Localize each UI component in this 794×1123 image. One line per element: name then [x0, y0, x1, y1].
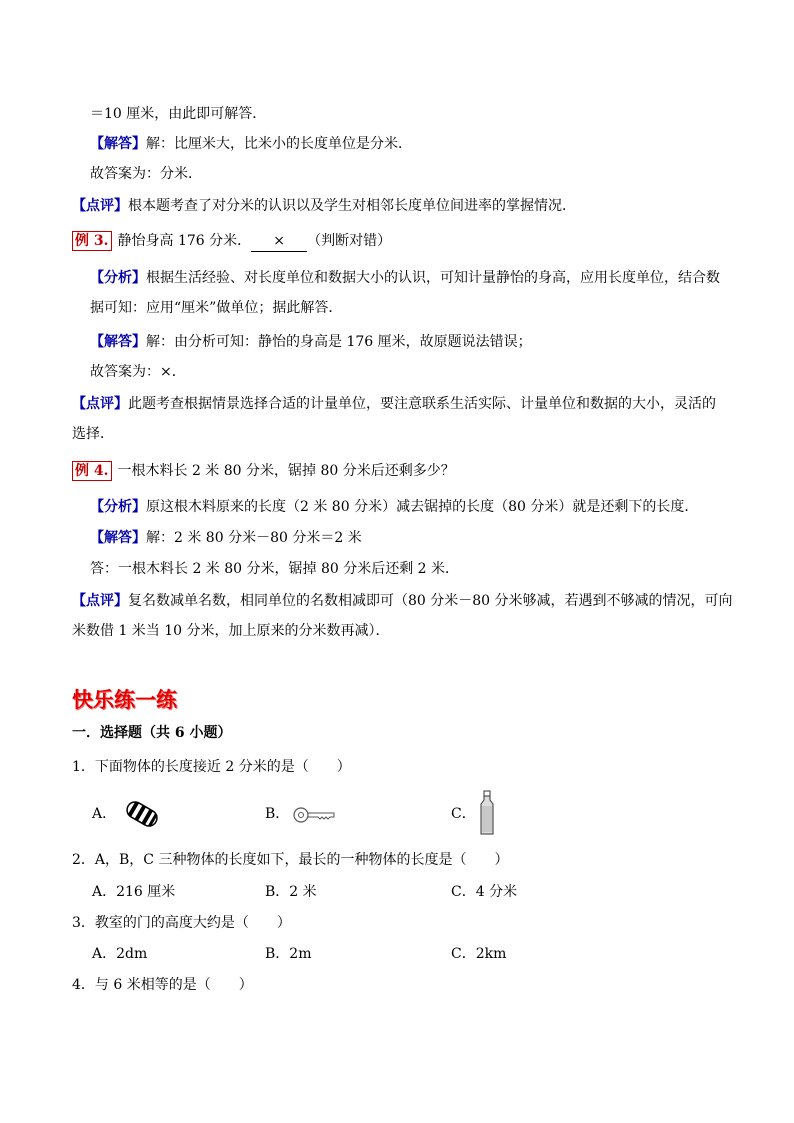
example-4-question	[72, 461, 455, 481]
comment-text: 根本题考查了对分米的认识以及学生对相邻长度单位间进率的掌握情况．	[128, 198, 576, 214]
reply-line: 答：一根木料长 2 米 80 分米，锯掉 80 分米后还剩 2 米．	[90, 561, 460, 577]
option-b[interactable]: B．2m	[265, 946, 312, 962]
analysis-line	[90, 268, 720, 288]
analysis-tag: 【分析】	[90, 499, 146, 515]
comment-line	[72, 591, 733, 611]
option-b[interactable]: B．	[265, 806, 290, 822]
solution-tag: 【解答】	[90, 334, 146, 350]
example-3-text: 静怡身高 176 分米．	[117, 233, 252, 249]
comment-tag: 【点评】	[72, 593, 128, 609]
comment-line-2: 选择．	[72, 426, 114, 442]
solution-line	[90, 134, 412, 154]
bottle-icon	[478, 790, 496, 836]
question-1-stem: 1．下面物体的长度接近 2 分米的是（ ）	[72, 759, 351, 775]
section-title: 快乐练一练	[72, 687, 177, 712]
candy-icon	[120, 794, 164, 834]
example-4-text: 一根木料长 2 米 80 分米，锯掉 80 分米后还剩多少？	[117, 463, 455, 479]
solution-tag: 【解答】	[90, 136, 146, 152]
option-a[interactable]: A．2dm	[92, 946, 148, 962]
analysis-line	[90, 497, 698, 517]
solution-line	[90, 528, 362, 548]
option-c[interactable]: C．2km	[451, 946, 507, 962]
question-4-stem: 4．与 6 米相等的是（ ）	[72, 977, 253, 993]
solution-line	[90, 332, 532, 352]
option-c[interactable]: C．	[451, 806, 476, 822]
example-3-label: 例 3.	[72, 231, 112, 251]
comment-line	[72, 394, 716, 414]
answer-line: 故答案为：×．	[90, 364, 186, 380]
solution-text: 解：由分析可知：静怡的身高是 176 厘米，故原题说法错误；	[146, 334, 532, 350]
solution-tag: 【解答】	[90, 530, 146, 546]
question-3-stem: 3．教室的门的高度大约是（ ）	[72, 915, 291, 931]
solution-text: 解：2 米 80 分米－80 分米＝2 米	[146, 530, 362, 546]
comment-line	[72, 196, 576, 216]
comment-text: 复名数减单名数，相同单位的名数相减即可（80 分米－80 分米够减，若遇到不够减的情况，可向	[128, 593, 733, 609]
comment-line-2: 米数借 1 米当 10 分米，加上原来的分米数再减）．	[72, 623, 390, 639]
comment-tag: 【点评】	[72, 396, 128, 412]
answer-blank: ×	[251, 231, 307, 252]
option-a[interactable]: A．216 厘米	[92, 884, 176, 900]
option-c[interactable]: C．4 分米	[451, 884, 518, 900]
section-heading: 一．选择题（共 6 小题）	[72, 725, 232, 741]
text-line: ＝10 厘米，由此即可解答．	[90, 106, 267, 122]
option-a[interactable]: A．	[92, 806, 117, 822]
solution-text: 解：比厘米大，比米小的长度单位是分米．	[146, 136, 412, 152]
comment-text: 此题考查根据情景选择合适的计量单位，要注意联系生活实际、计量单位和数据的大小，灵活的	[128, 396, 716, 412]
question-2-stem: 2．A，B，C 三种物体的长度如下，最长的一种物体的长度是（ ）	[72, 852, 509, 868]
comment-tag: 【点评】	[72, 198, 128, 214]
analysis-text: 原这根木料原来的长度（2 米 80 分米）减去锯掉的长度（80 分米）就是还剩下的长度．	[146, 499, 699, 515]
analysis-line-2: 据可知：应用“厘米”做单位；据此解答．	[90, 300, 343, 316]
analysis-tag: 【分析】	[90, 270, 146, 286]
example-4-label: 例 4.	[72, 461, 112, 481]
answer-line: 故答案为：分米．	[90, 166, 202, 182]
option-b[interactable]: B．2 米	[265, 884, 317, 900]
example-3-question	[72, 231, 391, 252]
analysis-text: 根据生活经验、对长度单位和数据大小的认识，可知计量静怡的身高，应用长度单位，结合数	[146, 270, 720, 286]
judge-suffix: （判断对错）	[307, 233, 392, 249]
key-icon	[292, 806, 338, 824]
